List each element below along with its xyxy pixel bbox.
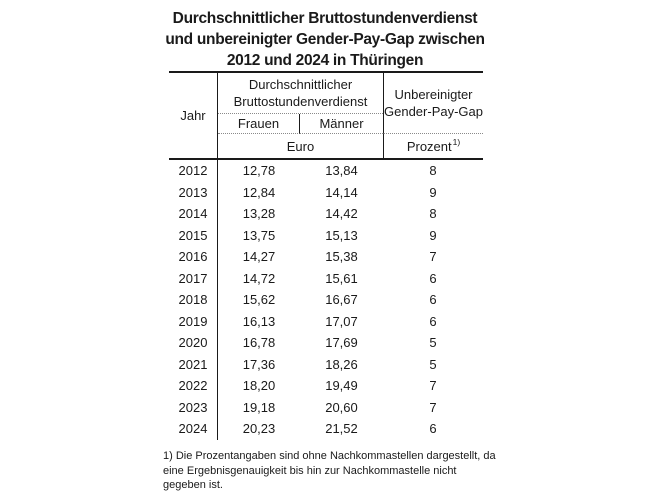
column-group-bruttostundenverdienst-line-2: Bruttostundenverdienst — [233, 94, 368, 109]
footnote-line-1: 1) Die Prozentangaben sind ohne Nachkommastellen dargestellt, da — [163, 450, 496, 462]
maenner-value-cell: 16,67 — [325, 292, 358, 308]
column-header-jahr: Jahr — [169, 73, 218, 158]
year-cell: 2022 — [169, 375, 218, 397]
table-row — [169, 268, 483, 290]
gap-value-cell: 6 — [429, 270, 437, 286]
table-row — [169, 311, 483, 333]
frauen-value-cell: 20,23 — [242, 421, 276, 437]
maenner-value-cell: 20,60 — [325, 399, 358, 415]
gap-value-cell: 6 — [429, 313, 437, 329]
year-cell: 2015 — [169, 225, 218, 247]
maenner-value-cell: 17,07 — [325, 313, 358, 329]
year-cell: 2021 — [169, 354, 218, 376]
column-group-bruttostundenverdienst — [218, 73, 383, 114]
year-cell: 2017 — [169, 268, 218, 290]
table-row — [169, 203, 483, 225]
frauen-value-cell: 13,28 — [242, 206, 276, 222]
chart-title-line-1: Durchschnittlicher Bruttostundenverdienst — [172, 10, 478, 27]
year-cell: 2019 — [169, 311, 218, 333]
frauen-value-cell: 12,84 — [242, 184, 276, 200]
year-cell: 2020 — [169, 332, 218, 354]
column-group-gender-pay-gap-line-1: Unbereinigter — [394, 87, 473, 102]
year-cell: 2013 — [169, 182, 218, 204]
column-header-frauen: Frauen — [218, 114, 300, 134]
maenner-value-cell: 14,42 — [325, 206, 358, 222]
maenner-value-cell: 17,69 — [325, 335, 358, 351]
column-group-gender-pay-gap — [383, 73, 483, 134]
frauen-value-cell: 16,78 — [242, 335, 276, 351]
maenner-value-cell: 19,49 — [325, 378, 358, 394]
frauen-value-cell: 18,20 — [242, 378, 276, 394]
table-row — [169, 160, 483, 182]
frauen-value-cell: 14,72 — [242, 270, 276, 286]
year-cell: 2018 — [169, 289, 218, 311]
table-row — [169, 289, 483, 311]
gap-value-cell: 8 — [429, 163, 437, 179]
statistics-table — [169, 71, 483, 440]
table-row — [169, 397, 483, 419]
gap-value-cell: 7 — [429, 378, 437, 394]
maenner-value-cell: 13,84 — [325, 163, 358, 179]
frauen-value-cell: 16,13 — [242, 313, 276, 329]
frauen-value-cell: 15,62 — [242, 292, 276, 308]
maenner-value-cell: 18,26 — [325, 356, 358, 372]
year-cell: 2016 — [169, 246, 218, 268]
table-row — [169, 354, 483, 376]
year-cell: 2024 — [169, 418, 218, 440]
table-row — [169, 418, 483, 440]
maenner-value-cell: 15,13 — [325, 227, 358, 243]
unit-label-euro: Euro — [286, 138, 315, 154]
footnote — [163, 449, 496, 493]
maenner-value-cell: 21,52 — [325, 421, 358, 437]
table-body — [169, 160, 483, 440]
year-cell: 2023 — [169, 397, 218, 419]
year-cell: 2014 — [169, 203, 218, 225]
footnote-line-3: gegeben ist. — [163, 479, 223, 491]
chart-title — [0, 8, 650, 71]
maenner-value-cell: 15,38 — [325, 249, 358, 265]
frauen-value-cell: 12,78 — [242, 163, 276, 179]
frauen-value-cell: 19,18 — [242, 399, 276, 415]
frauen-value-cell: 13,75 — [242, 227, 276, 243]
table-row — [169, 332, 483, 354]
unit-label-prozent-text: Prozent — [406, 138, 452, 154]
gap-value-cell: 9 — [429, 227, 437, 243]
gap-value-cell: 6 — [429, 421, 437, 437]
table-row — [169, 375, 483, 397]
gap-value-cell: 8 — [429, 206, 437, 222]
maenner-value-cell: 15,61 — [325, 270, 358, 286]
column-group-gender-pay-gap-line-2: Gender-Pay-Gap — [384, 104, 483, 119]
gap-value-cell: 6 — [429, 292, 437, 308]
unit-label-prozent — [383, 134, 483, 158]
gap-value-cell: 9 — [429, 184, 437, 200]
year-cell: 2012 — [169, 160, 218, 182]
frauen-value-cell: 17,36 — [242, 356, 276, 372]
column-group-bruttostundenverdienst-line-1: Durchschnittlicher — [248, 77, 353, 92]
gap-value-cell: 5 — [429, 335, 437, 351]
footnote-line-2: eine Ergebnisgenauigkeit bis hin zur Nachkommastelle nicht — [163, 464, 457, 477]
column-header-maenner: Männer — [300, 114, 383, 134]
frauen-value-cell: 14,27 — [242, 249, 276, 265]
gap-value-cell: 5 — [429, 356, 437, 372]
chart-title-line-3: 2012 und 2024 in Thüringen — [226, 52, 424, 69]
chart-title-line-2: und unbereinigter Gender-Pay-Gap zwischen — [165, 31, 485, 48]
table-row — [169, 182, 483, 204]
gap-value-cell: 7 — [429, 399, 437, 415]
table-row — [169, 246, 483, 268]
table-header — [169, 73, 483, 160]
table-row — [169, 225, 483, 247]
footnote-reference-mark: 1) — [452, 137, 461, 147]
gap-value-cell: 7 — [429, 249, 437, 265]
maenner-value-cell: 14,14 — [325, 184, 358, 200]
